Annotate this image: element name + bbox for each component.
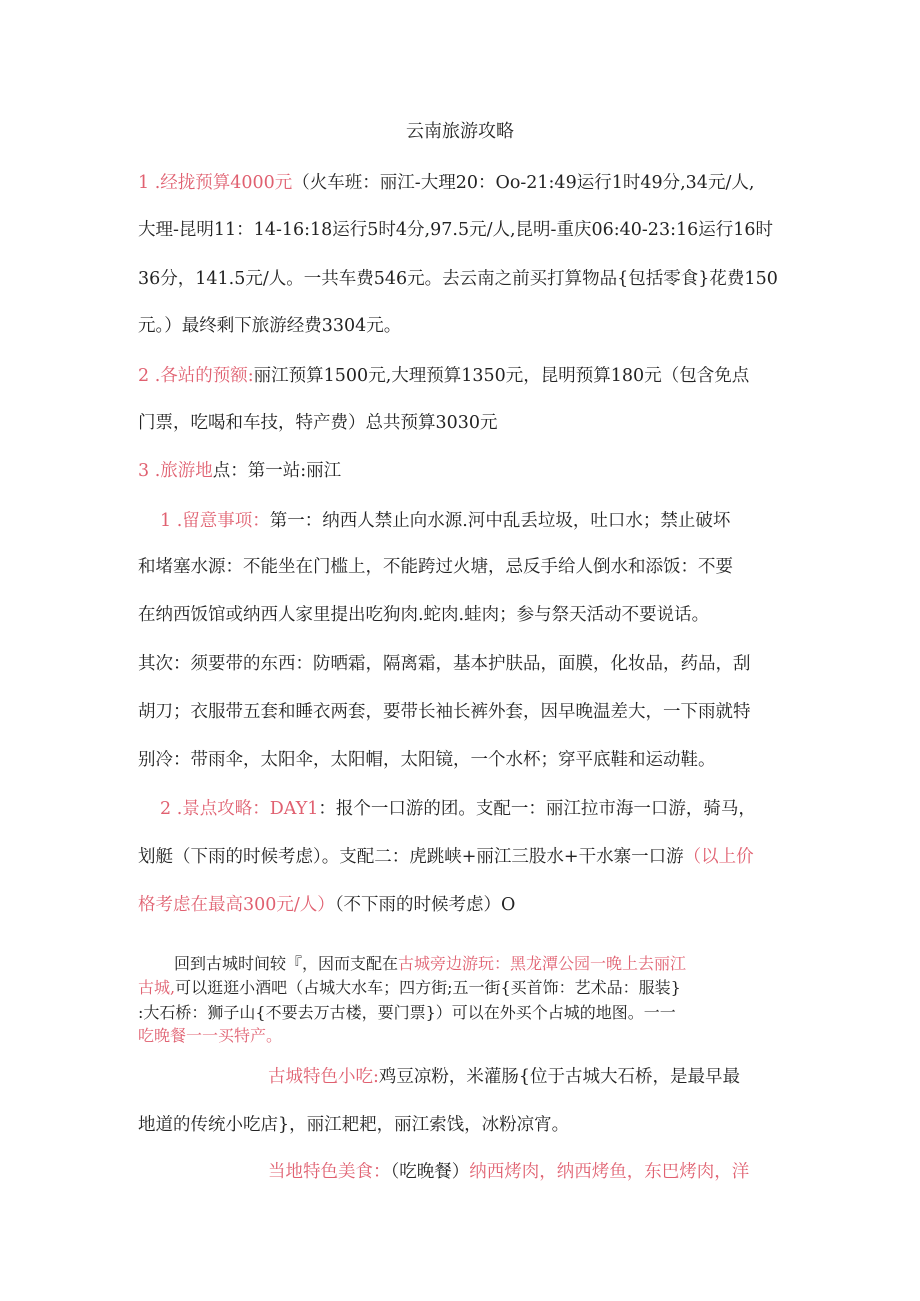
text-line [160,797,756,821]
highlight-text: 3 .旅游地 [138,461,213,481]
text-line [138,652,751,676]
highlight-text: 古城旁边游玩：黑龙潭公园一晚上去丽江 [398,954,687,973]
body-text: 大理-昆明11：14-16:18运行5时4分,97.5元/人,昆明-重庆06:40-23:16运行16时 [138,220,774,240]
body-text: （火车班：丽江-大理20：Oo-21:49运行1时49分,34元/人, [292,173,755,193]
highlight-text: 古城特色小吃: [268,1067,379,1087]
body-text: 在纳西饭馆或纳西人家里提出吃狗肉.蛇肉.蛙肉；参与祭天活动不要说话。 [138,605,710,625]
text-line [138,171,754,195]
body-text: 可以逛逛小酒吧（占城大水车；四方街;五一街{买首饰：艺术品：服装} [175,978,681,997]
body-text: :大石桥：狮子山{不要去万古楼，要门票}）可以在外买个占城的地图。一一 [138,1003,676,1022]
text-line [138,748,716,772]
text-line [138,555,733,579]
text-line [138,267,778,291]
highlight-text: （以上价 [683,847,754,867]
body-text: 胡刀；衣服带五套和睡衣两套，要带长袖长裤外套，因早晚温差大，一下雨就特 [138,702,751,722]
body-text: 丽江预算1500元,大理预算1350元，昆明预算180元（包含免点 [253,366,750,386]
body-text: 第一：纳西人禁止向水源.河中乱丢垃圾，吐口水；禁止破坏 [269,511,731,531]
text-line [138,459,341,483]
text-line [138,603,709,627]
body-text: （吃晚餐） [390,1162,470,1182]
body-text: 地道的传统小吃店}，丽江耙耙，丽江索饯，冰粉凉宵。 [138,1115,570,1135]
body-text: （不下雨的时候考虑）O [334,895,516,915]
highlight-text: 当地特色美食： [268,1162,391,1182]
body-text: 划艇（下雨的时候考虑）。支配二：虎跳峡+丽江三股水+干水寨一口游 [138,847,684,867]
text-line [268,1160,749,1184]
highlight-text: 2 .各站的预额: [138,366,254,386]
body-text: 回到古城时间较『，因而支配在 [174,954,399,973]
text-line [160,509,730,533]
text-line [138,218,773,242]
highlight-text: 1 .经拢预算4000元 [138,173,293,193]
document-title: 云南旅游攻略 [406,121,514,142]
text-line [268,1065,740,1089]
text-line [138,364,749,388]
text-line [138,314,401,338]
text-line [138,893,515,917]
text-line [138,1024,282,1048]
highlight-text: 纳西烤肉，纳西烤鱼，东巴烤肉，洋 [469,1162,750,1182]
body-text: 和堵塞水源：不能坐在门槛上，不能跨过火塘，忌反手给人倒水和添饭：不要 [138,557,733,577]
text-line [138,1113,569,1137]
text-line [138,1001,676,1025]
body-text: ：报个一口游的团。支配一：丽江拉市海一口游，骑马， [318,799,756,819]
body-text: 其次：须要带的东西：防晒霜，隔离霜，基本护肤品，面膜，化妆品，药品，刮 [138,654,751,674]
highlight-text: 吃晚餐一一买特产。 [138,1026,283,1045]
body-text: 36分，141.5元/人。一共车费546元。去云南之前买打算物品{包括零食}花费150 [138,269,778,289]
text-line [138,700,751,724]
text-line [174,952,686,976]
body-text: 点：第一站:丽江 [212,461,342,481]
highlight-text: 1 .留意事项： [160,511,270,531]
body-text: 门票，吃喝和车技，特产费）总共预算3030元 [138,413,498,433]
highlight-text: 格考虑在最高300元/人） [138,895,335,915]
text-line [138,411,498,435]
highlight-text: 2 .景点攻略：DAY1 [160,799,319,819]
highlight-text: 古城, [138,978,176,997]
body-text: 元。）最终剩下旅游经费3304元。 [138,316,402,336]
body-text: 别冷：带雨伞，太阳伞，太阳帽，太阳镜，一个水杯；穿平底鞋和运动鞋。 [138,750,716,770]
text-line [138,976,681,1000]
body-text: 鸡豆凉粉，米灌肠{位于古城大石桥，是最早最 [378,1067,741,1087]
text-line [138,845,754,869]
